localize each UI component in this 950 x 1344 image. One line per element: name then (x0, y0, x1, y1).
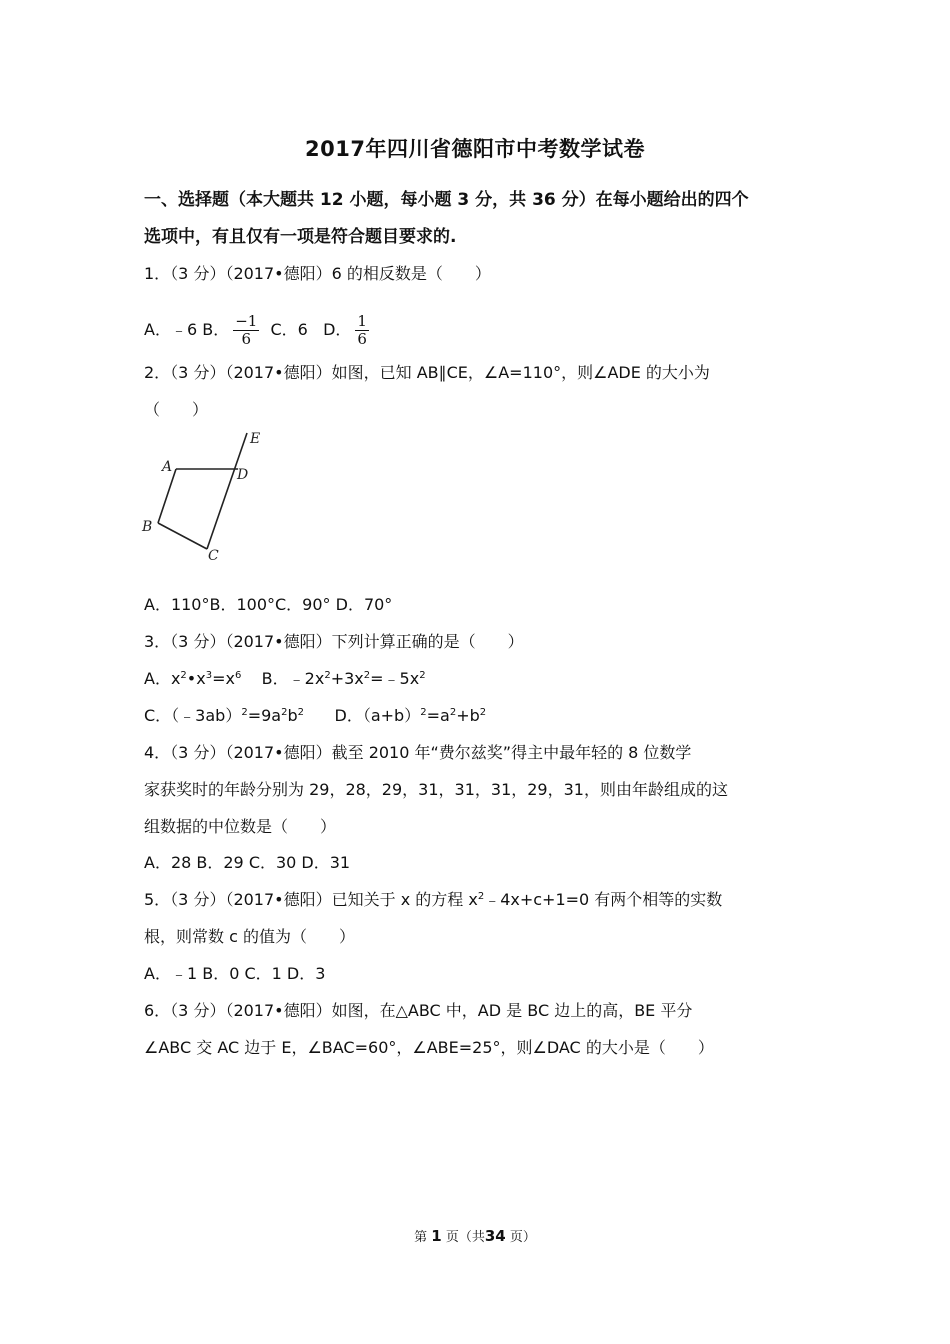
q3-option-b-text: +3x (330, 669, 364, 688)
exponent: 2 (419, 670, 426, 681)
q3-option-b-text: B．﹣2x (261, 669, 325, 688)
q3-option-a-text: •x (186, 669, 206, 688)
q4-options: A．28 B．29 C．30 D．31 (144, 853, 351, 872)
q1-option-b-fraction (233, 313, 259, 348)
footer-text: 页） (509, 1230, 536, 1245)
q1-option-a: A．﹣6 (144, 320, 198, 339)
exponent: 2 (297, 707, 304, 718)
label-b: B (142, 519, 153, 535)
q2-figure (140, 428, 280, 568)
exponent: 2 (479, 707, 487, 718)
exponent: 2 (324, 670, 331, 681)
footer-text: 第 (414, 1230, 428, 1245)
q1-stem: 1．（3 分）（2017•德阳）6 的相反数是（ ） (144, 264, 491, 283)
q5-stem-text: 5．（3 分）（2017•德阳）已知关于 x 的方程 x (144, 890, 478, 909)
q5-options: A．﹣1 B．0 C．1 D．3 (144, 964, 326, 983)
exponent: 2 (241, 707, 248, 718)
q3-option-a-text: A．x (144, 669, 181, 688)
section-heading-line2: 选项中，有且仅有一项是符合题目要求的. (144, 227, 457, 247)
label-e: E (250, 431, 261, 447)
fraction-denominator: 6 (357, 330, 367, 348)
q3-option-d-text: =a (426, 706, 450, 725)
page-footer (0, 1226, 950, 1245)
q3-option-d-text: D．（a+b） (334, 706, 421, 725)
exponent: 6 (234, 670, 242, 681)
q3-option-d-text: +b (456, 706, 480, 725)
q2-stem-line1: 2．（3 分）（2017•德阳）如图，已知 AB∥CE，∠A=110°，则∠ADE 的大小为 (144, 363, 710, 382)
q3-options-cd (144, 705, 486, 727)
exponent: 3 (205, 670, 213, 681)
exponent: 2 (477, 891, 485, 902)
q3-option-c-text: =9a (247, 706, 282, 725)
q4-stem-line3: 组数据的中位数是（ ） (144, 817, 337, 836)
label-d: D (237, 467, 249, 483)
q3-option-a-text: =x (212, 669, 235, 688)
segment-ab (158, 469, 176, 523)
q5-stem-text: ﹣4x+c+1=0 有两个相等的实数 (484, 890, 723, 909)
segment-bc (158, 523, 207, 549)
q5-stem-line1 (144, 889, 722, 911)
q3-option-b-text: =﹣5x (370, 669, 420, 688)
q5-stem-line2: 根，则常数 c 的值为（ ） (144, 927, 355, 946)
footer-text: 页（共 (445, 1230, 485, 1245)
q1-option-d-label: D． (323, 320, 352, 339)
line-ce (207, 433, 247, 549)
exponent: 2 (420, 707, 427, 718)
label-c: C (208, 548, 219, 564)
page-title: 2017年四川省德阳市中考数学试卷 (305, 137, 645, 161)
q2-stem-line2: （ ） (144, 400, 209, 419)
q1-option-b-label: B． (202, 320, 230, 339)
page-number: 1 (431, 1227, 442, 1245)
q3-options-ab (144, 668, 426, 690)
q1-option-d-fraction (355, 313, 369, 348)
q1-options (144, 311, 375, 349)
section-heading-line1: 一、选择题（本大题共 12 小题，每小题 3 分，共 36 分）在每小题给出的四个 (144, 190, 749, 210)
exponent: 2 (281, 707, 288, 718)
q4-stem-line1: 4．（3 分）（2017•德阳）截至 2010 年“费尔兹奖”得主中最年轻的 8 位数学 (144, 743, 692, 762)
q2-options: A．110°B．100°C．90° D．70° (144, 595, 393, 614)
q4-stem-line2: 家获奖时的年龄分别为 29，28，29，31，31，31，29，31，则由年龄组成的这 (144, 780, 728, 799)
fraction-denominator: 6 (241, 330, 252, 348)
q6-stem-line1: 6．（3 分）（2017•德阳）如图，在△ABC 中，AD 是 BC 边上的高，BE 平分 (144, 1001, 693, 1020)
exponent: 2 (449, 707, 457, 718)
exponent: 2 (363, 670, 371, 681)
fraction-numerator: −1 (235, 312, 258, 330)
q1-option-c: C．6 (270, 320, 308, 339)
exponent: 2 (180, 670, 187, 681)
q6-stem-line2: ∠ABC 交 AC 边于 E，∠BAC=60°，∠ABE=25°，则∠DAC 的大小是（ ） (144, 1038, 714, 1057)
total-pages: 34 (484, 1227, 506, 1245)
q3-stem: 3．（3 分）（2017•德阳）下列计算正确的是（ ） (144, 632, 524, 651)
label-a: A (162, 459, 173, 475)
fraction-numerator: 1 (357, 312, 367, 330)
q3-option-c-text: C．（﹣3ab） (144, 706, 242, 725)
q3-option-c-text: b (287, 706, 298, 725)
